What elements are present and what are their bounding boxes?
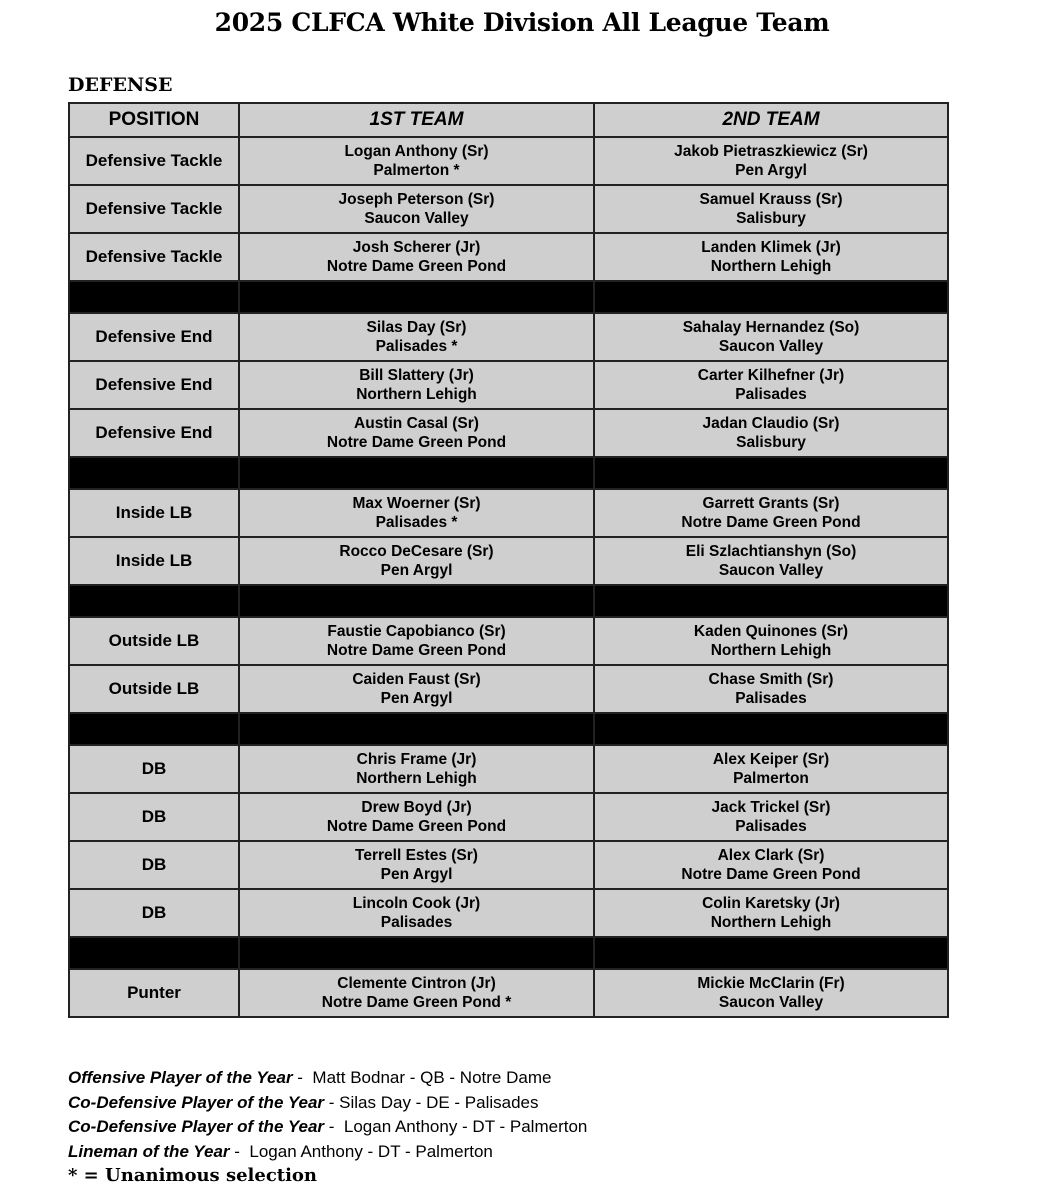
table-header-row <box>69 103 948 137</box>
award-value: Logan Anthony - DT - Palmerton <box>339 1117 588 1136</box>
player-school: Northern Lehigh <box>356 386 477 403</box>
first-team-cell <box>239 745 594 793</box>
second-team-cell <box>594 537 948 585</box>
first-team-cell <box>239 361 594 409</box>
player-school: Palmerton * <box>373 162 460 179</box>
table-row <box>69 969 948 1017</box>
second-team-cell <box>594 233 948 281</box>
player-school: Saucon Valley <box>718 994 824 1011</box>
player-name: Austin Casal (Sr) <box>354 415 479 432</box>
second-team-cell <box>594 409 948 457</box>
player-school: Notre Dame Green Pond <box>326 642 507 659</box>
player-name: Sahalay Hernandez (So) <box>682 319 860 336</box>
separator-cell <box>69 937 239 969</box>
separator-cell <box>239 281 594 313</box>
first-team-cell <box>239 409 594 457</box>
player-school: Saucon Valley <box>718 562 824 579</box>
header-second-team: 2ND TEAM <box>594 103 948 137</box>
separator-cell <box>69 457 239 489</box>
player-school: Palmerton <box>733 770 809 787</box>
award-separator: - <box>292 1068 308 1087</box>
unanimous-note: * = Unanimous selection <box>68 1165 318 1186</box>
first-team-cell <box>239 665 594 713</box>
award-value: Logan Anthony - DT - Palmerton <box>244 1141 493 1161</box>
second-team-cell <box>594 793 948 841</box>
position-cell: Defensive End <box>69 409 239 457</box>
award-label: Lineman of the Year <box>68 1141 230 1161</box>
player-school: Northern Lehigh <box>710 258 832 275</box>
player-school: Northern Lehigh <box>356 770 477 787</box>
player-name: Landen Klimek (Jr) <box>701 239 841 256</box>
player-school: Notre Dame Green Pond <box>681 866 861 883</box>
player-name: Silas Day (Sr) <box>366 319 467 336</box>
second-team-cell <box>594 745 948 793</box>
separator-cell <box>239 937 594 969</box>
player-name: Josh Scherer (Jr) <box>352 239 481 256</box>
player-name: Logan Anthony (Sr) <box>344 143 489 160</box>
separator-cell <box>594 937 948 969</box>
player-school: Palisades <box>735 386 807 403</box>
table-row <box>69 409 948 457</box>
table-row <box>69 889 948 937</box>
separator-cell <box>69 585 239 617</box>
player-school: Pen Argyl <box>380 562 453 579</box>
player-school: Palisades * <box>375 514 458 531</box>
award-line <box>68 1140 587 1165</box>
player-school: Palisades * <box>375 338 458 355</box>
player-school: Northern Lehigh <box>710 914 832 931</box>
award-line <box>68 1115 587 1140</box>
award-line <box>68 1091 587 1116</box>
section-heading: DEFENSE <box>68 74 173 96</box>
player-name: Carter Kilhefner (Jr) <box>697 367 845 384</box>
award-label: Co-Defensive Player of the Year <box>68 1092 325 1112</box>
player-name: Mickie McClarin (Fr) <box>697 975 845 992</box>
award-label: Offensive Player of the Year <box>68 1068 293 1087</box>
second-team-cell <box>594 841 948 889</box>
player-name: Max Woerner (Sr) <box>352 495 481 512</box>
table-row <box>69 841 948 889</box>
player-school: Northern Lehigh <box>710 642 832 659</box>
player-name: Rocco DeCesare (Sr) <box>339 543 494 560</box>
first-team-cell <box>239 841 594 889</box>
award-separator: - <box>229 1141 245 1161</box>
first-team-cell <box>239 489 594 537</box>
first-team-cell <box>239 793 594 841</box>
award-label: Co-Defensive Player of the Year <box>68 1117 325 1136</box>
defense-table <box>68 102 949 1018</box>
position-cell: Inside LB <box>69 489 239 537</box>
separator-row <box>69 281 948 313</box>
position-cell: Defensive End <box>69 313 239 361</box>
separator-row <box>69 937 948 969</box>
second-team-cell <box>594 361 948 409</box>
position-cell: Defensive Tackle <box>69 137 239 185</box>
table-row <box>69 185 948 233</box>
player-school: Notre Dame Green Pond <box>326 434 507 451</box>
table-row <box>69 233 948 281</box>
separator-cell <box>239 713 594 745</box>
table-body <box>69 137 948 1017</box>
player-name: Jadan Claudio (Sr) <box>702 415 840 432</box>
table-row <box>69 665 948 713</box>
separator-cell <box>69 281 239 313</box>
position-cell: DB <box>69 889 239 937</box>
separator-cell <box>594 585 948 617</box>
player-name: Lincoln Cook (Jr) <box>352 895 481 912</box>
table-row <box>69 745 948 793</box>
player-school: Notre Dame Green Pond <box>326 818 507 835</box>
separator-cell <box>239 585 594 617</box>
position-cell: Punter <box>69 969 239 1017</box>
award-value: Matt Bodnar - QB - Notre Dame <box>307 1068 552 1087</box>
position-cell: DB <box>69 793 239 841</box>
player-school: Pen Argyl <box>380 866 453 883</box>
player-name: Caiden Faust (Sr) <box>352 671 481 688</box>
separator-row <box>69 457 948 489</box>
awards-list <box>68 1066 587 1164</box>
player-school: Palisades <box>380 914 453 931</box>
player-school: Salisbury <box>736 210 806 227</box>
position-cell: DB <box>69 841 239 889</box>
player-name: Garrett Grants (Sr) <box>702 495 840 512</box>
player-school: Palisades <box>735 690 807 707</box>
page-title: 2025 CLFCA White Division All League Team <box>214 8 830 37</box>
player-school: Pen Argyl <box>735 162 807 179</box>
award-line <box>68 1066 587 1091</box>
player-name: Kaden Quinones (Sr) <box>693 623 849 640</box>
first-team-cell <box>239 233 594 281</box>
table-row <box>69 489 948 537</box>
position-cell: Inside LB <box>69 537 239 585</box>
first-team-cell <box>239 313 594 361</box>
separator-row <box>69 713 948 745</box>
player-name: Bill Slattery (Jr) <box>359 367 474 384</box>
player-school: Notre Dame Green Pond <box>681 514 861 531</box>
separator-cell <box>239 457 594 489</box>
award-separator: - <box>324 1092 340 1112</box>
player-name: Eli Szlachtianshyn (So) <box>685 543 857 560</box>
player-school: Notre Dame Green Pond <box>326 258 507 275</box>
second-team-cell <box>594 137 948 185</box>
separator-cell <box>594 713 948 745</box>
player-name: Chase Smith (Sr) <box>708 671 834 688</box>
second-team-cell <box>594 185 948 233</box>
player-name: Clemente Cintron (Jr) <box>337 975 496 992</box>
position-cell: Defensive Tackle <box>69 233 239 281</box>
table-row <box>69 793 948 841</box>
player-name: Samuel Krauss (Sr) <box>699 191 843 208</box>
first-team-cell <box>239 137 594 185</box>
player-name: Terrell Estes (Sr) <box>355 847 478 864</box>
player-name: Chris Frame (Jr) <box>356 751 477 768</box>
position-cell: DB <box>69 745 239 793</box>
position-cell: Defensive End <box>69 361 239 409</box>
second-team-cell <box>594 969 948 1017</box>
table-row <box>69 313 948 361</box>
position-cell: Defensive Tackle <box>69 185 239 233</box>
second-team-cell <box>594 313 948 361</box>
player-name: Faustie Capobianco (Sr) <box>327 623 506 640</box>
position-cell: Outside LB <box>69 617 239 665</box>
player-school: Saucon Valley <box>364 210 469 227</box>
second-team-cell <box>594 889 948 937</box>
table-row <box>69 361 948 409</box>
player-school: Notre Dame Green Pond * <box>321 994 512 1011</box>
player-name: Alex Keiper (Sr) <box>712 751 830 768</box>
position-cell: Outside LB <box>69 665 239 713</box>
second-team-cell <box>594 665 948 713</box>
player-name: Alex Clark (Sr) <box>717 847 825 864</box>
second-team-cell <box>594 489 948 537</box>
first-team-cell <box>239 889 594 937</box>
first-team-cell <box>239 969 594 1017</box>
player-name: Jakob Pietraszkiewicz (Sr) <box>674 143 868 160</box>
table-row <box>69 617 948 665</box>
table-row <box>69 537 948 585</box>
player-school: Pen Argyl <box>380 690 453 707</box>
award-value: Silas Day - DE - Palisades <box>339 1092 539 1112</box>
table-row <box>69 137 948 185</box>
separator-row <box>69 585 948 617</box>
first-team-cell <box>239 185 594 233</box>
award-separator: - <box>324 1117 340 1136</box>
player-school: Palisades <box>735 818 807 835</box>
first-team-cell <box>239 617 594 665</box>
header-first-team: 1ST TEAM <box>239 103 594 137</box>
player-school: Saucon Valley <box>718 338 824 355</box>
player-name: Joseph Peterson (Sr) <box>338 191 495 208</box>
separator-cell <box>69 713 239 745</box>
player-school: Salisbury <box>736 434 806 451</box>
first-team-cell <box>239 537 594 585</box>
player-name: Drew Boyd (Jr) <box>361 799 472 816</box>
second-team-cell <box>594 617 948 665</box>
header-position: POSITION <box>69 103 239 137</box>
separator-cell <box>594 457 948 489</box>
player-name: Jack Trickel (Sr) <box>711 799 831 816</box>
separator-cell <box>594 281 948 313</box>
player-name: Colin Karetsky (Jr) <box>702 895 840 912</box>
